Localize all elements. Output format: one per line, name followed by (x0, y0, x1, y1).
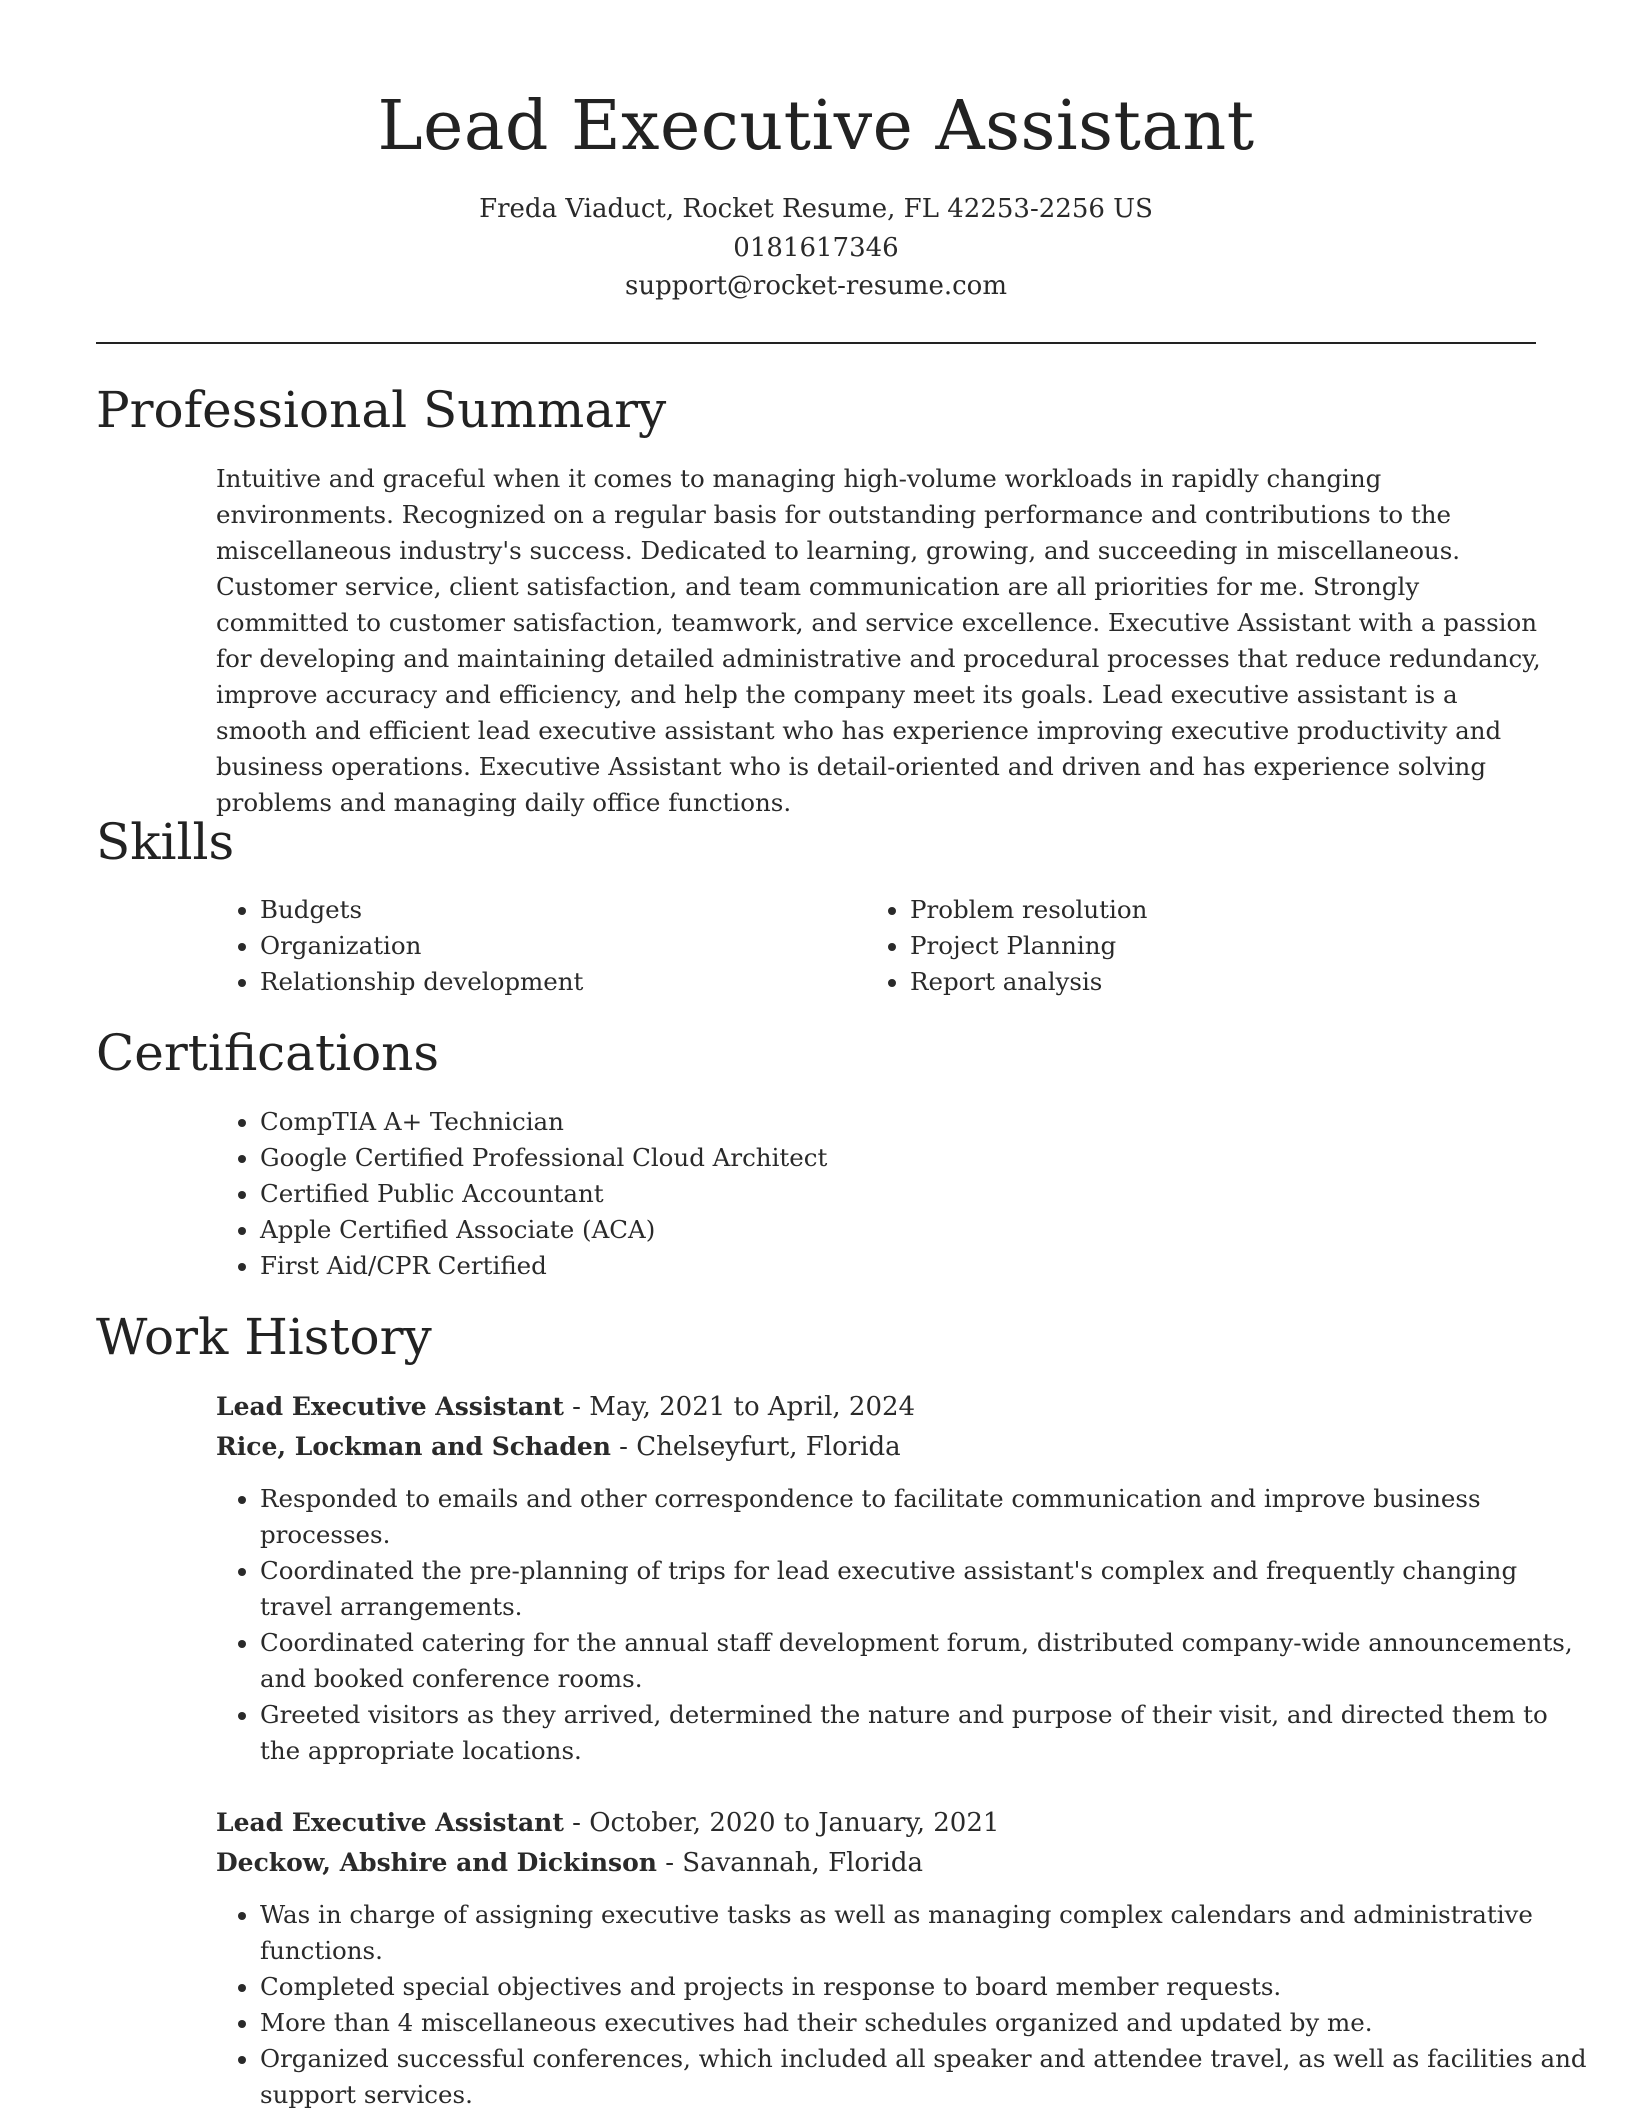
company-name: Deckow, Abshire and Dickinson (216, 1848, 657, 1877)
company-name: Rice, Lockman and Schaden (216, 1432, 611, 1461)
job-dates: - October, 2020 to January, 2021 (563, 1808, 1000, 1838)
job-location: - Chelseyfurt, Florida (610, 1432, 901, 1462)
job-bullet: • Was in charge of assigning executive tasks as well as managing complex calendars and administrative functions. (260, 1897, 1590, 1969)
skills-heading: Skills (96, 813, 235, 871)
phone-number: 0181617346 (733, 232, 899, 263)
job-dates: - May, 2021 to April, 2024 (563, 1392, 916, 1422)
job-title: Lead Executive Assistant (216, 1808, 564, 1837)
work-history-heading: Work History (96, 1308, 432, 1366)
job-bullet: • Organized successful conferences, which included all speaker and attendee travel, as well as facilities and support services. (260, 2041, 1590, 2113)
certification-item: • CompTIA A+ Technician (260, 1104, 1560, 1140)
summary-heading: Professional Summary (96, 381, 667, 439)
skills-list-right (866, 892, 1510, 1000)
skill-item: • Project Planning (910, 928, 1510, 964)
certification-item: • First Aid/CPR Certified (260, 1248, 1560, 1284)
email-address: support@rocket-resume.com (624, 271, 1007, 301)
job-title: Lead Executive Assistant (216, 1392, 564, 1421)
certification-item: • Certified Public Accountant (260, 1176, 1560, 1212)
job-bullets (216, 1481, 1590, 1769)
certifications-list (216, 1104, 1560, 1284)
job-bullet: • Greeted visitors as they arrived, determined the nature and purpose of their visit, and directed them to the appropriate locations. (260, 1697, 1590, 1769)
certification-item: • Google Certified Professional Cloud Architect (260, 1140, 1560, 1176)
job-title-line (216, 1387, 915, 1427)
skill-item: • Report analysis (910, 964, 1510, 1000)
resume-header (96, 84, 1536, 306)
contact-info (96, 190, 1536, 306)
job-title-line (216, 1803, 999, 1843)
address: Freda Viaduct, Rocket Resume, FL 42253-2256 US (479, 194, 1153, 224)
certifications-heading: Certifications (96, 1024, 440, 1082)
skill-item: • Problem resolution (910, 892, 1510, 928)
job-bullet: • Responded to emails and other correspondence to facilitate communication and improve business processes. (260, 1481, 1590, 1553)
candidate-name: Lead Executive Assistant (377, 87, 1255, 166)
skill-item: • Organization (260, 928, 860, 964)
summary-text: Intuitive and graceful when it comes to managing high-volume workloads in rapidly changing environments. Recognized on a regular basis for outstanding performance and contributions to the miscellaneous industry's success. Dedicated to learning, growing, and succeeding in miscellaneous. Customer service, client satisfaction, and team communication are all priorities for me. Strongly committed to customer satisfaction, teamwork, and service excellence. Executive Assistant with a passion for developing and maintaining detailed administrative and procedural processes that reduce redundancy, improve accuracy and efficiency, and help the company meet its goals. Lead executive assistant is a smooth and efficient lead executive assistant who has experience improving executive productivity and business operations. Executive Assistant who is detail-oriented and driven and has experience solving problems and managing daily office functions. (216, 464, 1541, 817)
certification-item: • Apple Certified Associate (ACA) (260, 1212, 1560, 1248)
skills-list-left (216, 892, 860, 1000)
header-divider (96, 342, 1536, 344)
job-bullet: • More than 4 miscellaneous executives had their schedules organized and updated by me. (260, 2005, 1590, 2041)
skill-item: • Relationship development (260, 964, 860, 1000)
job-bullet: • Coordinated catering for the annual staff development forum, distributed company-wide announcements, and booked conference rooms. (260, 1625, 1590, 1697)
job-location: - Savannah, Florida (656, 1848, 923, 1878)
job-company-line (216, 1843, 923, 1883)
job-bullet: • Completed special objectives and projects in response to board member requests. (260, 1969, 1590, 2005)
skill-item: • Budgets (260, 892, 860, 928)
job-bullet: • Coordinated the pre-planning of trips for lead executive assistant's complex and frequently changing travel arrangements. (260, 1553, 1590, 1625)
job-bullets (216, 1897, 1590, 2113)
job-company-line (216, 1427, 901, 1467)
